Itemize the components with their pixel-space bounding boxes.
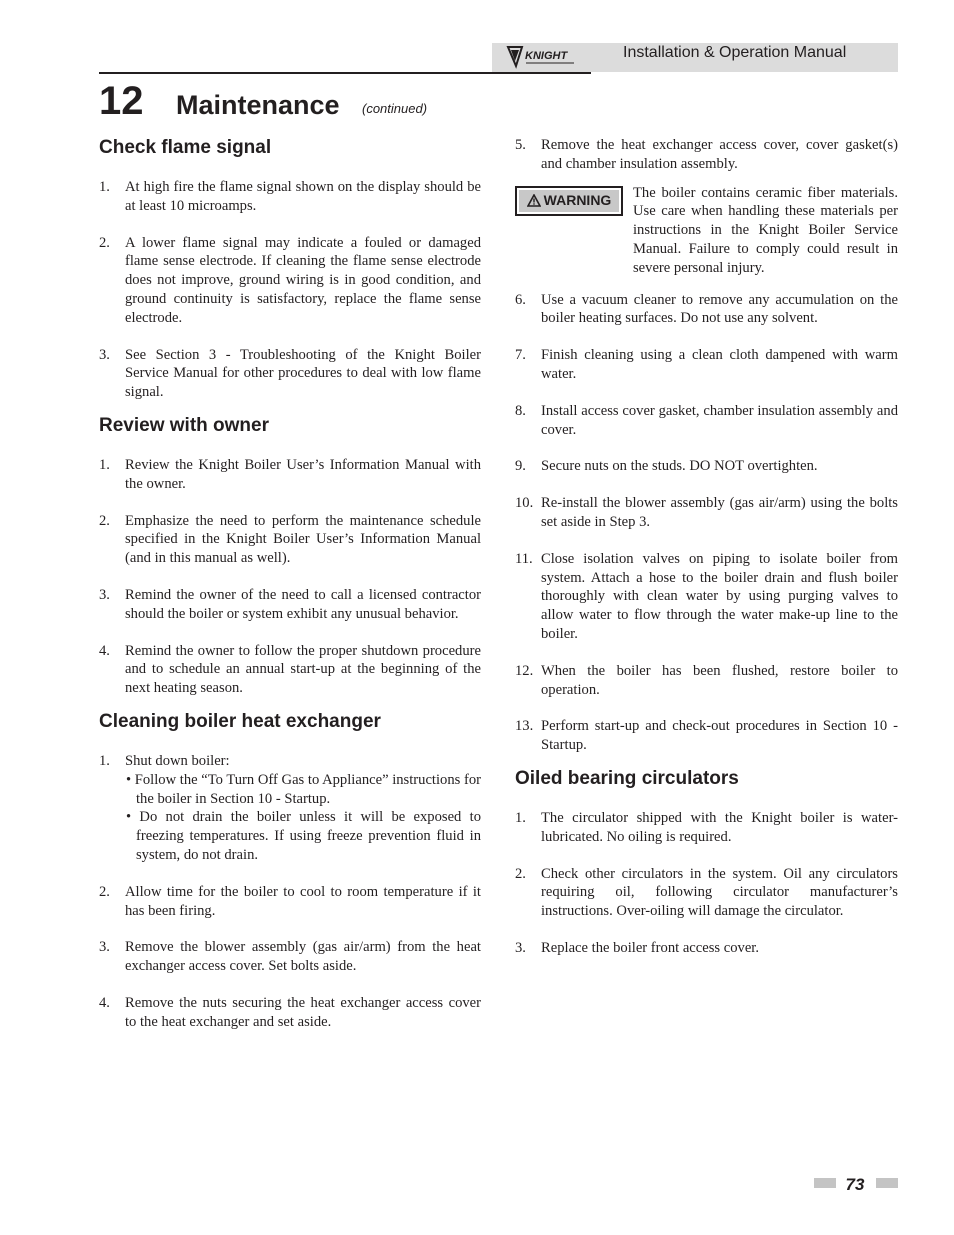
footer-bar-left: [814, 1178, 836, 1188]
item-number: 9.: [515, 458, 526, 475]
list-item: [515, 494, 898, 532]
item-number: 13.: [515, 718, 534, 735]
list-item: [515, 457, 898, 476]
list-item: [515, 662, 898, 700]
item-number: 8.: [515, 402, 526, 419]
item-number: 4.: [99, 642, 110, 659]
item-text: Close isolation valves on piping to isolate boiler from system. Attach a hose to the boiler drain and flush boiler thoroughly with clean water by using purging valves to allow water to flow through the water make-up line to the boiler.: [541, 550, 898, 642]
chapter-title: Maintenance: [176, 90, 340, 120]
list-item: [515, 939, 898, 958]
list-item: [515, 717, 898, 755]
item-number: 2.: [99, 883, 110, 900]
bullet-item: • Follow the “To Turn Off Gas to Appliance” instructions for the boiler in Section 10 - Startup.: [126, 771, 481, 807]
list-item: [515, 402, 898, 440]
list-item: [515, 136, 898, 174]
item-text: Finish cleaning using a clean cloth dampened with warm water.: [541, 347, 898, 382]
oiled-bearing-list: [515, 809, 898, 958]
check-flame-list: [99, 178, 481, 402]
item-text: Remind the owner of the need to call a licensed contractor should the boiler or system exhibit any unusual behavior.: [125, 586, 481, 622]
item-text: Re-install the blower assembly (gas air/arm) using the bolts set aside in Step 3.: [541, 495, 898, 530]
item-number: 3.: [99, 939, 110, 956]
list-item: [99, 456, 481, 494]
cleaning-list-continued: [515, 136, 898, 174]
item-text: Install access cover gasket, chamber insulation assembly and cover.: [541, 402, 898, 438]
item-number: 1.: [99, 456, 110, 473]
item-text: Allow time for the boiler to cool to room temperature if it has been firing.: [125, 883, 481, 919]
list-item: [99, 883, 481, 921]
item-text: When the boiler has been flushed, restore boiler to operation.: [541, 662, 898, 698]
list-item: [99, 752, 481, 865]
item-text: Use a vacuum cleaner to remove any accumulation on the boiler heating surfaces. Do not use any solvent.: [541, 291, 898, 327]
header-rule: [99, 72, 591, 74]
item-text: Replace the boiler front access cover.: [541, 939, 759, 956]
chapter-number: 12: [99, 79, 144, 123]
list-item: [99, 642, 481, 698]
item-number: 2.: [99, 234, 110, 251]
knight-logo: [504, 44, 584, 70]
list-item: [99, 512, 481, 568]
footer-bar-right: [876, 1178, 898, 1188]
warning-text: The boiler contains ceramic fiber materials. Use care when handling these materials per instructions in the Knight Boiler Service Manual. Failure to comply could result in severe personal injury.: [633, 184, 898, 276]
item-text: Review the Knight Boiler User’s Information Manual with the owner.: [125, 456, 481, 492]
item-text: Emphasize the need to perform the maintenance schedule specified in the Knight Boiler User’s Information Manual (and in this manual as well).: [125, 512, 481, 567]
list-item: [99, 586, 481, 624]
item-text: Remove the nuts securing the heat exchanger access cover to the heat exchanger and set aside.: [125, 994, 481, 1030]
item-number: 2.: [515, 865, 526, 882]
list-item: [515, 550, 898, 644]
item-text: The circulator shipped with the Knight boiler is water-lubricated. No oiling is required.: [541, 809, 898, 845]
continued-note: (continued): [362, 101, 428, 116]
item-text: At high fire the flame signal shown on the display should be at least 10 microamps.: [125, 179, 481, 214]
list-item: [99, 994, 481, 1032]
item-text: A lower flame signal may indicate a fouled or damaged flame sense electrode. If cleaning the flame sense electrode does not improve, ground wiring is in good condition, and ground continuity is satisfactory, replace the flame sense electrode.: [125, 234, 481, 326]
item-number: 7.: [515, 347, 526, 364]
item-text: Perform start-up and check-out procedures in Section 10 - Startup.: [541, 718, 898, 754]
warning-label: WARNING: [543, 192, 612, 209]
item-number: 2.: [99, 512, 110, 529]
section-heading-check-flame: Check flame signal: [99, 137, 272, 158]
right-column: [515, 136, 898, 976]
page-number: 73: [845, 1175, 865, 1194]
item-text: Secure nuts on the studs. DO NOT overtighten.: [541, 458, 818, 475]
item-number: 12.: [515, 662, 534, 679]
list-item: [99, 234, 481, 328]
cleaning-steps-list: [515, 291, 898, 755]
item-number: 6.: [515, 291, 526, 308]
section-heading-cleaning: Cleaning boiler heat exchanger: [99, 710, 381, 732]
item-number: 1.: [99, 179, 110, 195]
item-text: Remind the owner to follow the proper shutdown procedure and to schedule an annual start-up at the beginning of the next heating season.: [125, 642, 481, 697]
item-number: 11.: [515, 550, 533, 567]
warning-label-box: [519, 190, 619, 212]
left-column: [99, 136, 481, 1050]
item-number: 1.: [515, 809, 526, 826]
item-number: 3.: [99, 346, 110, 363]
item-number: 5.: [515, 137, 526, 153]
item-text: Remove the blower assembly (gas air/arm) from the heat exchanger access cover. Set bolts aside.: [125, 939, 481, 975]
item-number: 10.: [515, 495, 534, 512]
item-number: 3.: [99, 586, 110, 603]
warning-badge: [515, 186, 623, 216]
cleaning-list: [99, 752, 481, 1032]
manual-title: Installation & Operation Manual: [623, 44, 847, 61]
item-text: Shut down boiler:: [125, 752, 230, 769]
item-number: 4.: [99, 994, 110, 1011]
item-number: 3.: [515, 939, 526, 956]
bullet-item: • Do not drain the boiler unless it will be exposed to freezing temperatures. If using freeze prevention fluid in system, do not drain.: [126, 809, 481, 863]
list-item: [99, 178, 481, 216]
list-item: [515, 346, 898, 384]
section-heading-oiled-bearing: Oiled bearing circulators: [515, 767, 739, 789]
item-number: 1.: [99, 752, 110, 769]
item-text: Check other circulators in the system. Oil any circulators requiring oil, following circulator manufacturer’s instructions. Over-oiling will damage the circulator.: [541, 865, 898, 920]
list-item: [99, 346, 481, 402]
list-item: [515, 865, 898, 921]
list-item: [515, 809, 898, 847]
warning-block: [515, 184, 898, 279]
review-owner-list: [99, 456, 481, 698]
item-text: See Section 3 - Troubleshooting of the Knight Boiler Service Manual for other procedures to deal with low flame signal.: [125, 346, 481, 401]
item-text: Remove the heat exchanger access cover, cover gasket(s) and chamber insulation assembly.: [541, 137, 898, 172]
section-heading-review-owner: Review with owner: [99, 414, 269, 436]
list-item: [515, 291, 898, 329]
list-item: [99, 938, 481, 976]
logo-text: KNIGHT: [525, 50, 568, 62]
warning-triangle-icon: [527, 194, 541, 207]
